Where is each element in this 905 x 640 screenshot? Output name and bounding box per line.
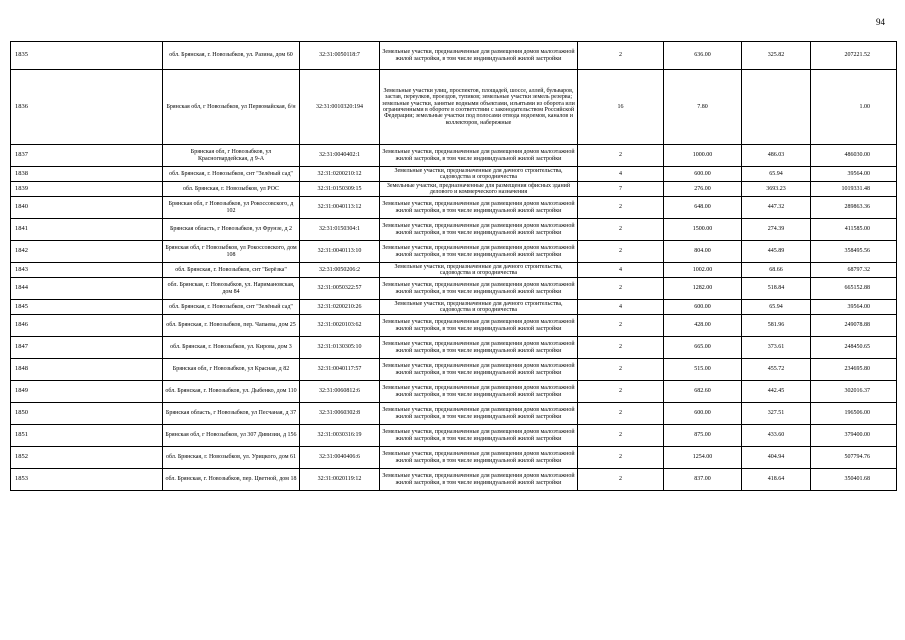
area-cell: 804.00 <box>664 241 742 263</box>
address-cell: Брянская обл, г Новозыбков, ул Первомайская, б/н <box>163 70 300 145</box>
row-number: 1842 <box>11 241 163 263</box>
unit-cost-cell <box>742 70 811 145</box>
address-cell: обл. Брянская, г. Новозыбков, ул. Наримановская, дом 84 <box>163 278 300 300</box>
area-cell: 837.00 <box>664 469 742 491</box>
table-row <box>11 300 897 315</box>
cadastral-number-cell: 32:31:0030316:19 <box>300 425 380 447</box>
land-use-cell: Земельные участки, предназначенные для размещения домов малоэтажной жилой застройки, в том числе индивидуальной жилой застройки <box>380 145 578 167</box>
table-row <box>11 359 897 381</box>
land-use-cell: Земельные участки, предназначенные для размещения офисных зданий делового и коммерческого назначения <box>380 182 578 197</box>
land-use-cell: Земельные участки, предназначенные для размещения домов малоэтажной жилой застройки, в том числе индивидуальной жилой застройки <box>380 315 578 337</box>
table-row <box>11 469 897 491</box>
table-row <box>11 167 897 182</box>
group-number-cell: 4 <box>578 300 664 315</box>
row-number: 1838 <box>11 167 163 182</box>
area-cell: 1500.00 <box>664 219 742 241</box>
cadastral-number-cell: 32:31:0130305:10 <box>300 337 380 359</box>
cadastral-number-cell: 32:31:0060812:6 <box>300 381 380 403</box>
area-cell: 276.00 <box>664 182 742 197</box>
group-number-cell: 2 <box>578 447 664 469</box>
group-number-cell: 2 <box>578 315 664 337</box>
land-use-cell: Земельные участки, предназначенные для дачного строительства, садоводства и огородничества <box>380 263 578 278</box>
group-number-cell: 2 <box>578 241 664 263</box>
row-number: 1836 <box>11 70 163 145</box>
cadastral-number-cell: 32:31:0040402:1 <box>300 145 380 167</box>
group-number-cell: 4 <box>578 263 664 278</box>
row-number: 1847 <box>11 337 163 359</box>
cadastral-number-cell: 32:31:0040117:57 <box>300 359 380 381</box>
area-cell: 600.00 <box>664 403 742 425</box>
row-number: 1835 <box>11 42 163 70</box>
cadastral-cost-cell: 234695.80 <box>811 359 897 381</box>
area-cell: 428.00 <box>664 315 742 337</box>
unit-cost-cell: 581.96 <box>742 315 811 337</box>
land-use-cell: Земельные участки, предназначенные для дачного строительства, садоводства и огородничества <box>380 300 578 315</box>
area-cell: 600.00 <box>664 167 742 182</box>
cadastral-cost-cell: 1019331.48 <box>811 182 897 197</box>
row-number: 1851 <box>11 425 163 447</box>
address-cell: обл. Брянская, г. Новозыбков, ул. Кирова, дом 3 <box>163 337 300 359</box>
land-use-cell: Земельные участки, предназначенные для размещения домов малоэтажной жилой застройки, в том числе индивидуальной жилой застройки <box>380 337 578 359</box>
table-row <box>11 278 897 300</box>
group-number-cell: 4 <box>578 167 664 182</box>
address-cell: обл. Брянская, г. Новозыбков, ул. Дыбенко, дом 110 <box>163 381 300 403</box>
address-cell: Брянская обл, г Новозыбков, ул Рокоссовского, д 102 <box>163 197 300 219</box>
address-cell: обл. Брянская, г. Новозыбков, ул РОС <box>163 182 300 197</box>
unit-cost-cell: 65.94 <box>742 167 811 182</box>
cadastral-cost-cell: 411585.00 <box>811 219 897 241</box>
group-number-cell: 2 <box>578 145 664 167</box>
unit-cost-cell: 274.39 <box>742 219 811 241</box>
cadastral-cost-cell: 249078.88 <box>811 315 897 337</box>
area-cell: 1254.00 <box>664 447 742 469</box>
cadastral-cost-cell: 207221.52 <box>811 42 897 70</box>
row-number: 1839 <box>11 182 163 197</box>
cadastral-number-cell: 32:31:0060302:8 <box>300 403 380 425</box>
cadastral-cost-cell: 507794.76 <box>811 447 897 469</box>
group-number-cell: 7 <box>578 182 664 197</box>
address-cell: Брянская обл, г Новозыбков, ул 307 Дивизии, д 156 <box>163 425 300 447</box>
address-cell: обл. Брянская, г. Новозыбков, пер. Чапаева, дом 25 <box>163 315 300 337</box>
table-row <box>11 263 897 278</box>
page-number: 94 <box>876 17 885 27</box>
cadastral-number-cell: 32:31:0010320:194 <box>300 70 380 145</box>
area-cell: 1000.00 <box>664 145 742 167</box>
cadastral-number-cell: 32:31:0020119:12 <box>300 469 380 491</box>
cadastral-number-cell: 32:31:0050322:57 <box>300 278 380 300</box>
unit-cost-cell: 518.84 <box>742 278 811 300</box>
unit-cost-cell: 486.03 <box>742 145 811 167</box>
address-cell: обл. Брянская, г. Новозыбков, снт "Берёзка" <box>163 263 300 278</box>
land-use-cell: Земельные участки, предназначенные для размещения домов малоэтажной жилой застройки, в том числе индивидуальной жилой застройки <box>380 42 578 70</box>
cadastral-cost-cell: 68797.32 <box>811 263 897 278</box>
land-use-cell: Земельные участки, предназначенные для размещения домов малоэтажной жилой застройки, в том числе индивидуальной жилой застройки <box>380 381 578 403</box>
row-number: 1841 <box>11 219 163 241</box>
cadastral-number-cell: 32:31:0200210:12 <box>300 167 380 182</box>
row-number: 1846 <box>11 315 163 337</box>
cadastral-cost-cell: 302016.37 <box>811 381 897 403</box>
cadastral-cost-cell: 379400.00 <box>811 425 897 447</box>
group-number-cell: 2 <box>578 278 664 300</box>
land-use-cell: Земельные участки, предназначенные для размещения домов малоэтажной жилой застройки, в том числе индивидуальной жилой застройки <box>380 403 578 425</box>
table-row <box>11 241 897 263</box>
cadastral-number-cell: 32:31:0050206:2 <box>300 263 380 278</box>
cadastral-cost-cell: 289863.36 <box>811 197 897 219</box>
land-use-cell: Земельные участки, предназначенные для дачного строительства, садоводства и огородничества <box>380 167 578 182</box>
land-use-cell: Земельные участки, предназначенные для размещения домов малоэтажной жилой застройки, в том числе индивидуальной жилой застройки <box>380 469 578 491</box>
unit-cost-cell: 404.94 <box>742 447 811 469</box>
area-cell: 648.00 <box>664 197 742 219</box>
area-cell: 600.00 <box>664 300 742 315</box>
unit-cost-cell: 327.51 <box>742 403 811 425</box>
table-row <box>11 197 897 219</box>
unit-cost-cell: 445.89 <box>742 241 811 263</box>
table-row <box>11 403 897 425</box>
cadastral-number-cell: 32:31:0150304:1 <box>300 219 380 241</box>
land-use-cell: Земельные участки, предназначенные для размещения домов малоэтажной жилой застройки, в том числе индивидуальной жилой застройки <box>380 447 578 469</box>
area-cell: 682.60 <box>664 381 742 403</box>
cadastral-cost-cell: 358495.56 <box>811 241 897 263</box>
group-number-cell: 16 <box>578 70 664 145</box>
cadastral-number-cell: 32:31:0200210:26 <box>300 300 380 315</box>
unit-cost-cell: 68.66 <box>742 263 811 278</box>
address-cell: обл. Брянская, г. Новозыбков, пер. Цветной, дом 18 <box>163 469 300 491</box>
unit-cost-cell: 433.60 <box>742 425 811 447</box>
row-number: 1844 <box>11 278 163 300</box>
unit-cost-cell: 3693.23 <box>742 182 811 197</box>
cadastral-cost-cell: 486030.00 <box>811 145 897 167</box>
group-number-cell: 2 <box>578 219 664 241</box>
group-number-cell: 2 <box>578 197 664 219</box>
address-cell: Брянская область, г Новозыбков, ул Фрунзе, д 2 <box>163 219 300 241</box>
group-number-cell: 2 <box>578 403 664 425</box>
row-number: 1850 <box>11 403 163 425</box>
address-cell: обл. Брянская, г. Новозыбков, ул. Разина, дом 60 <box>163 42 300 70</box>
cadastral-cost-cell: 248450.65 <box>811 337 897 359</box>
row-number: 1852 <box>11 447 163 469</box>
cadastral-number-cell: 32:31:0150309:15 <box>300 182 380 197</box>
area-cell: 875.00 <box>664 425 742 447</box>
cadastral-cost-cell: 39564.00 <box>811 167 897 182</box>
address-cell: Брянская обл, г Новозыбков, ул Рокоссовского, дом 108 <box>163 241 300 263</box>
table-row <box>11 447 897 469</box>
area-cell: 7.80 <box>664 70 742 145</box>
table-row <box>11 70 897 145</box>
cadastral-cost-cell: 665152.88 <box>811 278 897 300</box>
cadastral-cost-cell: 39564.00 <box>811 300 897 315</box>
address-cell: Брянская обл, г Новозыбков, ул Красная, д 82 <box>163 359 300 381</box>
group-number-cell: 2 <box>578 42 664 70</box>
row-number: 1843 <box>11 263 163 278</box>
row-number: 1853 <box>11 469 163 491</box>
land-use-cell: Земельные участки, предназначенные для размещения домов малоэтажной жилой застройки, в том числе индивидуальной жилой застройки <box>380 219 578 241</box>
address-cell: Брянская обл, г Новозыбков, ул Красногвардейская, д 9-А <box>163 145 300 167</box>
address-cell: Брянская область, г Новозыбков, ул Песчаная, д 37 <box>163 403 300 425</box>
cadastral-number-cell: 32:31:0040113:12 <box>300 197 380 219</box>
table-row <box>11 219 897 241</box>
group-number-cell: 2 <box>578 359 664 381</box>
address-cell: обл. Брянская, г. Новозыбков, ул. Урицкого, дом 61 <box>163 447 300 469</box>
unit-cost-cell: 373.61 <box>742 337 811 359</box>
table-row <box>11 42 897 70</box>
cadastral-cost-cell: 350401.68 <box>811 469 897 491</box>
group-number-cell: 2 <box>578 469 664 491</box>
unit-cost-cell: 447.32 <box>742 197 811 219</box>
table-row <box>11 425 897 447</box>
land-use-cell: Земельные участки, предназначенные для размещения домов малоэтажной жилой застройки, в том числе индивидуальной жилой застройки <box>380 241 578 263</box>
land-use-cell: Земельные участки улиц, проспектов, площадей, шоссе, аллей, бульваров, застав, переулков, проездов, тупиков; земельные участки земель резерва; земельные участки, занятые водными объектами, изъятыми из оборота или ограниченными в обороте в соответствии с законодательством Российской Федерации; земельные участки под полосами отвода водоемов, каналов и коллекторов, набережные <box>380 70 578 145</box>
table-row <box>11 182 897 197</box>
table-row <box>11 337 897 359</box>
area-cell: 515.00 <box>664 359 742 381</box>
cadastral-number-cell: 32:31:0040406:6 <box>300 447 380 469</box>
cadastral-number-cell: 32:31:0020103:62 <box>300 315 380 337</box>
group-number-cell: 2 <box>578 425 664 447</box>
address-cell: обл. Брянская, г. Новозыбков, снт "Зелёный сад" <box>163 300 300 315</box>
cadastral-cost-cell: 196506.00 <box>811 403 897 425</box>
land-use-cell: Земельные участки, предназначенные для размещения домов малоэтажной жилой застройки, в том числе индивидуальной жилой застройки <box>380 425 578 447</box>
unit-cost-cell: 455.72 <box>742 359 811 381</box>
table-row <box>11 145 897 167</box>
area-cell: 636.00 <box>664 42 742 70</box>
land-use-cell: Земельные участки, предназначенные для размещения домов малоэтажной жилой застройки, в том числе индивидуальной жилой застройки <box>380 278 578 300</box>
cadastral-cost-cell: 1.00 <box>811 70 897 145</box>
row-number: 1845 <box>11 300 163 315</box>
table-row <box>11 315 897 337</box>
unit-cost-cell: 325.82 <box>742 42 811 70</box>
row-number: 1848 <box>11 359 163 381</box>
table-row <box>11 381 897 403</box>
row-number: 1840 <box>11 197 163 219</box>
address-cell: обл. Брянская, г. Новозыбков, снт "Зелёный сад" <box>163 167 300 182</box>
unit-cost-cell: 442.45 <box>742 381 811 403</box>
area-cell: 1282.00 <box>664 278 742 300</box>
row-number: 1849 <box>11 381 163 403</box>
land-use-cell: Земельные участки, предназначенные для размещения домов малоэтажной жилой застройки, в том числе индивидуальной жилой застройки <box>380 359 578 381</box>
area-cell: 1002.00 <box>664 263 742 278</box>
cadastral-value-table <box>10 41 897 491</box>
row-number: 1837 <box>11 145 163 167</box>
cadastral-number-cell: 32:31:0040113:10 <box>300 241 380 263</box>
cadastral-number-cell: 32:31:0050118:7 <box>300 42 380 70</box>
group-number-cell: 2 <box>578 337 664 359</box>
unit-cost-cell: 418.64 <box>742 469 811 491</box>
group-number-cell: 2 <box>578 381 664 403</box>
land-use-cell: Земельные участки, предназначенные для размещения домов малоэтажной жилой застройки, в том числе индивидуальной жилой застройки <box>380 197 578 219</box>
area-cell: 665.00 <box>664 337 742 359</box>
unit-cost-cell: 65.94 <box>742 300 811 315</box>
